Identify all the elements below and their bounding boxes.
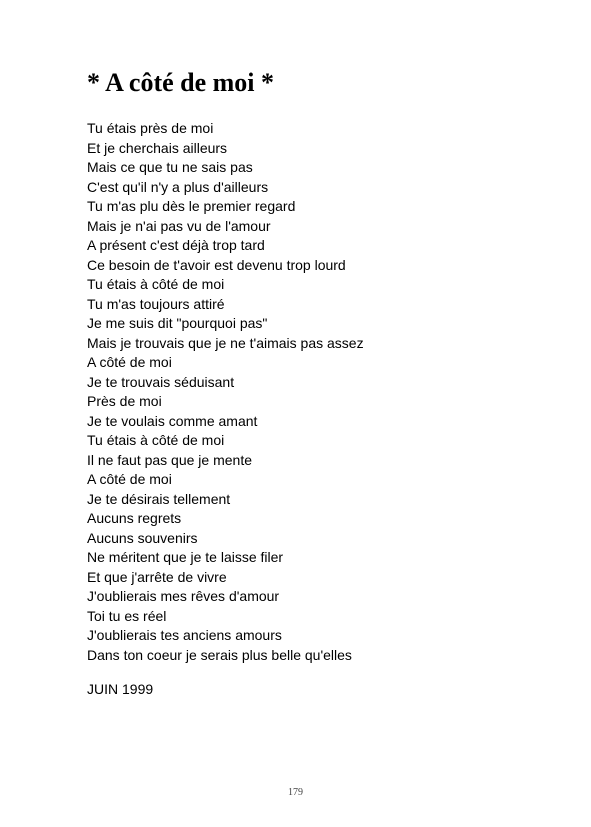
- poem-line: A présent c'est déjà trop tard: [87, 237, 265, 253]
- poem-line: J'oublierais tes anciens amours: [87, 627, 282, 643]
- poem-line: Aucuns regrets: [87, 510, 182, 526]
- poem-line: Mais je trouvais que je ne t'aimais pas assez: [87, 334, 364, 351]
- poem-line: J'oublierais mes rêves d'amour: [87, 588, 280, 604]
- page-number: 179: [288, 787, 303, 798]
- poem-line: Ne méritent que je te laisse filer: [87, 549, 284, 565]
- poem-line: Mais je n'ai pas vu de l'amour: [87, 217, 271, 234]
- poem-line: A côté de moi: [87, 471, 172, 487]
- poem-line: Tu étais à côté de moi: [87, 276, 225, 292]
- poem-line: Toi tu es réel: [87, 607, 167, 624]
- poem-line: Je te voulais comme amant: [87, 412, 258, 429]
- poem-line: Et je cherchais ailleurs: [87, 139, 228, 156]
- poem-line: Je te trouvais séduisant: [87, 373, 235, 390]
- poem-line: Aucuns souvenirs: [87, 529, 198, 546]
- poem-line: Mais ce que tu ne sais pas: [87, 159, 253, 175]
- poem-line: Tu étais près de moi: [87, 120, 214, 136]
- poem-line: Je me suis dit "pourquoi pas": [87, 315, 268, 331]
- poem-line: Je te désirais tellement: [87, 490, 231, 507]
- poem-line: C'est qu'il n'y a plus d'ailleurs: [87, 178, 269, 195]
- poem-line: Et que j'arrête de vivre: [87, 568, 227, 585]
- poem-body: [87, 119, 364, 665]
- poem-line: A côté de moi: [87, 354, 172, 370]
- poem-line: Près de moi: [87, 393, 162, 409]
- poem-date: JUIN 1999: [87, 681, 154, 697]
- poem-title: * A côté de moi *: [87, 68, 275, 97]
- poem-line: Dans ton coeur je serais plus belle qu'elles: [87, 646, 352, 663]
- poem-line: Tu m'as toujours attiré: [87, 295, 225, 312]
- poem-line: Tu étais à côté de moi: [87, 432, 225, 448]
- poem-line: Tu m'as plu dès le premier regard: [87, 198, 296, 214]
- poem-line: Ce besoin de t'avoir est devenu trop lourd: [87, 256, 346, 273]
- poem-line: Il ne faut pas que je mente: [87, 451, 252, 468]
